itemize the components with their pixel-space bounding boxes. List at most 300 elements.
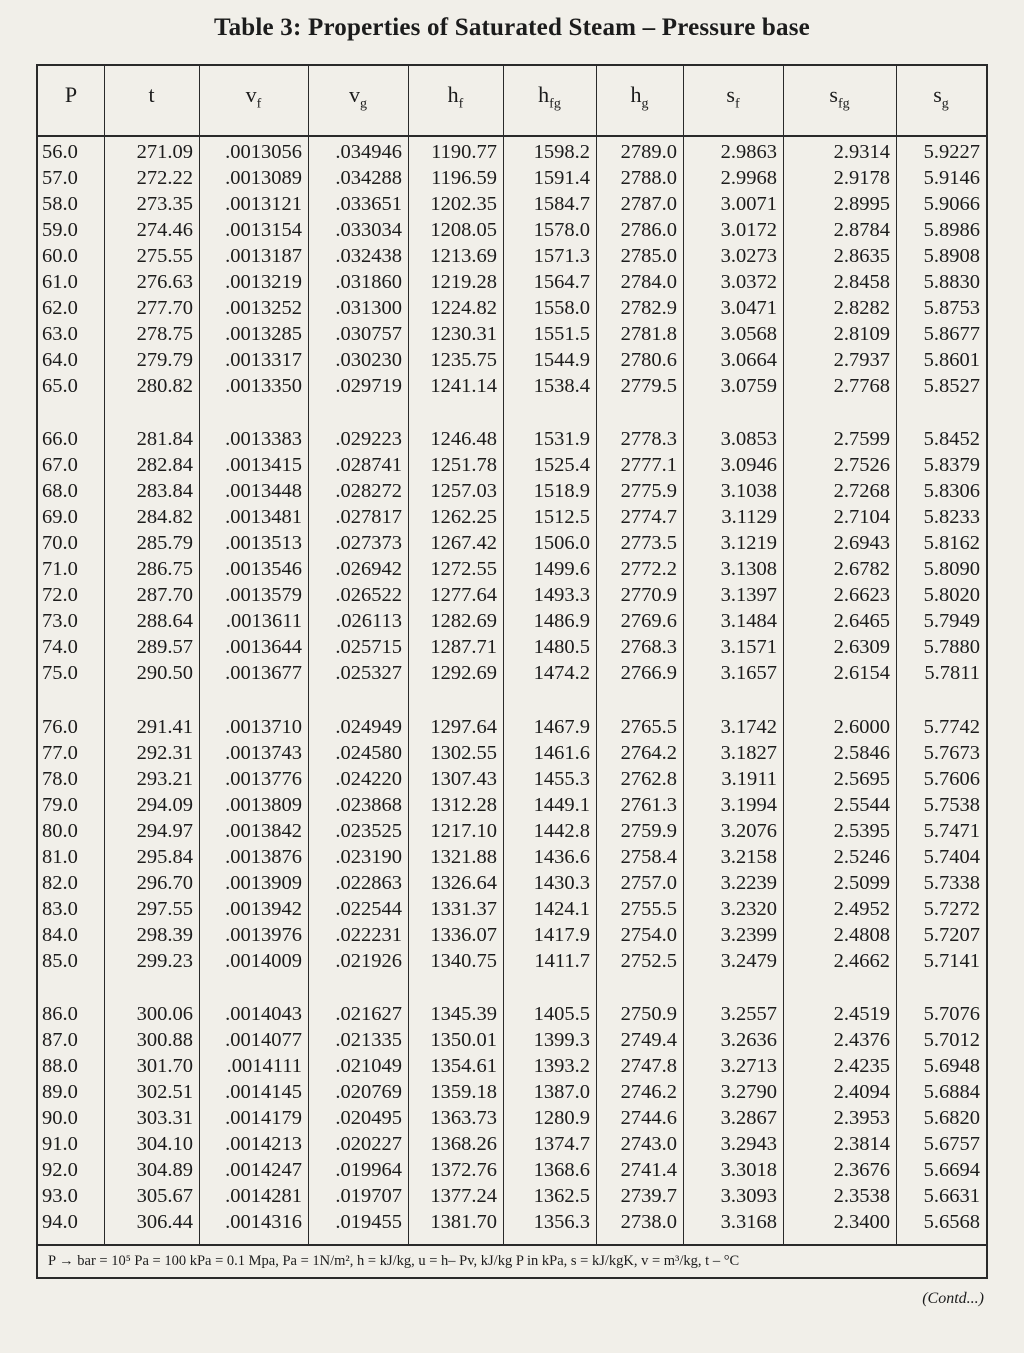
table-cell: 5.6757 — [923, 1133, 980, 1155]
table-cell: 1241.14 — [430, 375, 497, 397]
table-cell: 2.6154 — [833, 662, 890, 684]
table-cell: 5.8233 — [923, 506, 980, 528]
column-divider — [683, 66, 684, 1244]
page-title: Table 3: Properties of Saturated Steam – Pressure base — [214, 14, 810, 41]
table-cell: 2.4662 — [833, 950, 890, 972]
table-cell: 2741.4 — [620, 1159, 677, 1181]
table-cell: 2782.9 — [620, 297, 677, 319]
table-cell: .027817 — [335, 506, 402, 528]
table-cell: 1381.70 — [430, 1211, 497, 1233]
table-cell: 2743.0 — [620, 1133, 677, 1155]
table-cell: 293.21 — [136, 768, 193, 790]
table-cell: 1213.69 — [430, 245, 497, 267]
table-cell: 301.70 — [136, 1055, 193, 1077]
table-row — [38, 948, 986, 974]
table-cell: 81.0 — [42, 846, 78, 868]
table-cell: 2758.4 — [620, 846, 677, 868]
table-cell: 2.4952 — [833, 898, 890, 920]
table-cell: 79.0 — [42, 794, 78, 816]
table-cell: 2772.2 — [620, 558, 677, 580]
table-row — [38, 321, 986, 347]
table-cell: 2778.3 — [620, 428, 677, 450]
table-cell: 1340.75 — [430, 950, 497, 972]
table-cell: 60.0 — [42, 245, 78, 267]
table-row — [38, 1157, 986, 1183]
table-cell: 1262.25 — [430, 506, 497, 528]
table-cell: 3.3018 — [720, 1159, 777, 1181]
table-cell: 2769.6 — [620, 610, 677, 632]
table-cell: 2.5846 — [833, 742, 890, 764]
table-cell: 69.0 — [42, 506, 78, 528]
table-cell: 2739.7 — [620, 1185, 677, 1207]
table-cell: 1538.4 — [533, 375, 590, 397]
table-cell: 2.3814 — [833, 1133, 890, 1155]
table-row — [38, 478, 986, 504]
table-row — [38, 217, 986, 243]
table-cell: 71.0 — [42, 558, 78, 580]
table-cell: 5.7673 — [923, 742, 980, 764]
table-cell: 3.1994 — [720, 794, 777, 816]
table-cell: 3.1911 — [721, 768, 777, 790]
table-cell: 1598.2 — [533, 141, 590, 163]
table-cell: 2750.9 — [620, 1003, 677, 1025]
table-cell: 1449.1 — [533, 794, 590, 816]
table-cell: .0013481 — [225, 506, 302, 528]
table-cell: 1430.3 — [533, 872, 590, 894]
table-cell: 3.2479 — [720, 950, 777, 972]
table-row — [38, 191, 986, 217]
table-cell: 3.1484 — [720, 610, 777, 632]
table-cell: 5.7404 — [923, 846, 980, 868]
table-row — [38, 504, 986, 530]
table-cell: 2.5395 — [833, 820, 890, 842]
table-cell: .026942 — [335, 558, 402, 580]
table-cell: 75.0 — [42, 662, 78, 684]
column-header — [104, 82, 199, 108]
table-cell: .030757 — [335, 323, 402, 345]
table-cell: 3.0372 — [720, 271, 777, 293]
table-cell: 2.5246 — [833, 846, 890, 868]
table-cell: 1321.88 — [430, 846, 497, 868]
table-cell: 3.2713 — [720, 1055, 777, 1077]
table-row — [38, 1027, 986, 1053]
table-cell: .034946 — [335, 141, 402, 163]
table-cell: .022231 — [335, 924, 402, 946]
units-footnote: P → bar = 10⁵ Pa = 100 kPa = 0.1 Mpa, Pa = 1N/m², h = kJ/kg, u = h– Pv, kJ/kg P in kPa, s = kJ/kgK, v = m³/kg, t – °C — [38, 1244, 986, 1277]
table-cell: 1359.18 — [430, 1081, 497, 1103]
table-cell: 2777.1 — [620, 454, 677, 476]
column-header — [596, 82, 683, 112]
table-cell: .030230 — [335, 349, 402, 371]
table-cell: 62.0 — [42, 297, 78, 319]
table-cell: 5.8527 — [923, 375, 980, 397]
table-cell: .026522 — [335, 584, 402, 606]
table-cell: 1287.71 — [430, 636, 497, 658]
table-cell: .0013285 — [225, 323, 302, 345]
table-row — [38, 660, 986, 686]
table-cell: 2749.4 — [620, 1029, 677, 1051]
table-cell: 3.1397 — [720, 584, 777, 606]
table-cell: 1424.1 — [533, 898, 590, 920]
table-cell: 1499.6 — [533, 558, 590, 580]
table-cell: 3.1129 — [721, 506, 777, 528]
table-cell: 5.6568 — [923, 1211, 980, 1233]
table-cell: 3.2943 — [720, 1133, 777, 1155]
table-cell: 5.8908 — [923, 245, 980, 267]
table-cell: .0013776 — [225, 768, 302, 790]
table-cell: 2.9314 — [833, 141, 890, 163]
table-cell: .024949 — [335, 716, 402, 738]
table-cell: 305.67 — [136, 1185, 193, 1207]
table-cell: 5.7949 — [923, 610, 980, 632]
table-cell: 292.31 — [136, 742, 193, 764]
table-cell: 76.0 — [42, 716, 78, 738]
table-cell: 3.0853 — [720, 428, 777, 450]
table-row — [38, 1131, 986, 1157]
table-cell: 1292.69 — [430, 662, 497, 684]
table-cell: 2746.2 — [620, 1081, 677, 1103]
table-cell: 57.0 — [42, 167, 78, 189]
table-row — [38, 634, 986, 660]
table-cell: .0013976 — [225, 924, 302, 946]
table-cell: .0013942 — [225, 898, 302, 920]
table-cell: 5.7880 — [923, 636, 980, 658]
table-cell: 2.4808 — [833, 924, 890, 946]
header-symbol: v — [349, 82, 360, 107]
table-cell: .0014213 — [225, 1133, 302, 1155]
table-cell: .019707 — [335, 1185, 402, 1207]
table-cell: .0013909 — [225, 872, 302, 894]
table-cell: .023868 — [335, 794, 402, 816]
table-cell: 2.3676 — [833, 1159, 890, 1181]
column-header — [683, 82, 783, 112]
table-cell: .025715 — [335, 636, 402, 658]
table-cell: 298.39 — [136, 924, 193, 946]
table-cell: 1196.59 — [431, 167, 497, 189]
table-cell: 2775.9 — [620, 480, 677, 502]
table-cell: 1474.2 — [533, 662, 590, 684]
table-cell: 92.0 — [42, 1159, 78, 1181]
table-cell: 5.6694 — [923, 1159, 980, 1181]
steam-table — [36, 64, 988, 1279]
table-row — [38, 269, 986, 295]
table-cell: 3.0273 — [720, 245, 777, 267]
table-cell: .020769 — [335, 1081, 402, 1103]
table-cell: 278.75 — [136, 323, 193, 345]
table-cell: .0013154 — [225, 219, 302, 241]
table-cell: 68.0 — [42, 480, 78, 502]
table-cell: 5.6948 — [923, 1055, 980, 1077]
table-cell: 299.23 — [136, 950, 193, 972]
table-cell: 2786.0 — [620, 219, 677, 241]
table-cell: 78.0 — [42, 768, 78, 790]
table-cell: 2747.8 — [620, 1055, 677, 1077]
table-cell: 2.7526 — [833, 454, 890, 476]
table-cell: 283.84 — [136, 480, 193, 502]
table-cell: .0013415 — [225, 454, 302, 476]
table-cell: 1272.55 — [430, 558, 497, 580]
column-divider — [199, 66, 200, 1244]
table-row — [38, 1079, 986, 1105]
table-cell: .033651 — [335, 193, 402, 215]
table-cell: 1531.9 — [533, 428, 590, 450]
table-cell: 2765.5 — [620, 716, 677, 738]
table-row — [38, 373, 986, 399]
table-cell: .0013644 — [225, 636, 302, 658]
table-cell: .0013809 — [225, 794, 302, 816]
table-cell: 2781.8 — [620, 323, 677, 345]
table-cell: 1331.37 — [430, 898, 497, 920]
column-header — [783, 82, 896, 112]
table-cell: .024580 — [335, 742, 402, 764]
column-divider — [896, 66, 897, 1244]
table-cell: 1518.9 — [533, 480, 590, 502]
table-cell: 2755.5 — [620, 898, 677, 920]
table-cell: 2.9968 — [720, 167, 777, 189]
header-subscript: fg — [837, 96, 850, 112]
table-cell: 2.4376 — [833, 1029, 890, 1051]
table-cell: 5.7811 — [924, 662, 980, 684]
table-cell: 2.6782 — [833, 558, 890, 580]
table-cell: 3.1038 — [720, 480, 777, 502]
table-cell: 1493.3 — [533, 584, 590, 606]
table-cell: 2.7268 — [833, 480, 890, 502]
table-cell: 2757.0 — [620, 872, 677, 894]
table-cell: 274.46 — [136, 219, 193, 241]
table-cell: 1368.6 — [533, 1159, 590, 1181]
table-cell: 5.7207 — [923, 924, 980, 946]
table-cell: 5.7012 — [923, 1029, 980, 1051]
table-cell: 5.8162 — [923, 532, 980, 554]
table-cell: 2770.9 — [620, 584, 677, 606]
table-cell: .0013383 — [225, 428, 302, 450]
table-cell: .0013546 — [225, 558, 302, 580]
table-cell: .0013089 — [225, 167, 302, 189]
table-cell: 90.0 — [42, 1107, 78, 1129]
table-cell: 1372.76 — [430, 1159, 497, 1181]
table-cell: 63.0 — [42, 323, 78, 345]
table-cell: 5.8306 — [923, 480, 980, 502]
table-row — [38, 740, 986, 766]
table-row — [38, 922, 986, 948]
table-cell: .0013579 — [225, 584, 302, 606]
table-cell: 304.89 — [136, 1159, 193, 1181]
table-cell: 3.2076 — [720, 820, 777, 842]
table-cell: 91.0 — [42, 1133, 78, 1155]
table-cell: .0014077 — [225, 1029, 302, 1051]
table-cell: .023190 — [335, 846, 402, 868]
header-subscript: f — [256, 96, 262, 112]
table-row — [38, 165, 986, 191]
table-cell: 1377.24 — [430, 1185, 497, 1207]
table-cell: 291.41 — [136, 716, 193, 738]
table-cell: 3.2790 — [720, 1081, 777, 1103]
table-cell: 1307.43 — [430, 768, 497, 790]
table-cell: .0014145 — [225, 1081, 302, 1103]
column-divider — [783, 66, 784, 1244]
table-cell: .0014316 — [225, 1211, 302, 1233]
table-row — [38, 426, 986, 452]
table-cell: 1368.26 — [430, 1133, 497, 1155]
table-cell: 82.0 — [42, 872, 78, 894]
table-cell: 3.2320 — [720, 898, 777, 920]
table-row — [38, 792, 986, 818]
table-row — [38, 818, 986, 844]
table-cell: 287.70 — [136, 584, 193, 606]
continued-note: (Contd...) — [922, 1290, 984, 1307]
table-cell: 2.4519 — [833, 1003, 890, 1025]
table-cell: 1345.39 — [430, 1003, 497, 1025]
table-cell: 5.7606 — [923, 768, 980, 790]
table-cell: .0013252 — [225, 297, 302, 319]
table-cell: 84.0 — [42, 924, 78, 946]
table-row — [38, 608, 986, 634]
table-cell: 302.51 — [136, 1081, 193, 1103]
header-subscript: f — [734, 96, 740, 112]
table-cell: 1312.28 — [430, 794, 497, 816]
table-cell: 1436.6 — [533, 846, 590, 868]
table-cell: 2.9863 — [720, 141, 777, 163]
table-cell: 1230.31 — [430, 323, 497, 345]
table-cell: 300.88 — [136, 1029, 193, 1051]
table-cell: 1571.3 — [533, 245, 590, 267]
table-cell: 290.50 — [136, 662, 193, 684]
table-cell: 2.5544 — [833, 794, 890, 816]
table-cell: 2.8282 — [833, 297, 890, 319]
table-cell: 2.8635 — [833, 245, 890, 267]
table-cell: 1190.77 — [431, 141, 497, 163]
table-cell: 1455.3 — [533, 768, 590, 790]
table-row — [38, 530, 986, 556]
table-cell: .0013842 — [225, 820, 302, 842]
table-cell: 5.8986 — [923, 219, 980, 241]
table-cell: 5.6631 — [923, 1185, 980, 1207]
table-cell: 1280.9 — [533, 1107, 590, 1129]
table-cell: .0013187 — [225, 245, 302, 267]
table-cell: 285.79 — [136, 532, 193, 554]
table-cell: .0014247 — [225, 1159, 302, 1181]
table-cell: 2762.8 — [620, 768, 677, 790]
table-cell: 1486.9 — [533, 610, 590, 632]
table-cell: 2766.9 — [620, 662, 677, 684]
table-cell: 1202.35 — [430, 193, 497, 215]
table-cell: 272.22 — [136, 167, 193, 189]
table-cell: 1467.9 — [533, 716, 590, 738]
table-cell: 2.8784 — [833, 219, 890, 241]
table-cell: 2754.0 — [620, 924, 677, 946]
table-cell: 3.2636 — [720, 1029, 777, 1051]
table-cell: 1267.42 — [430, 532, 497, 554]
table-cell: 3.1657 — [720, 662, 777, 684]
table-cell: 1480.5 — [533, 636, 590, 658]
table-cell: .027373 — [335, 532, 402, 554]
header-symbol: P — [64, 82, 78, 107]
table-row — [38, 347, 986, 373]
table-cell: 297.55 — [136, 898, 193, 920]
table-cell: .0014179 — [225, 1107, 302, 1129]
table-cell: 288.64 — [136, 610, 193, 632]
table-cell: 2779.5 — [620, 375, 677, 397]
table-cell: 1363.73 — [430, 1107, 497, 1129]
table-cell: 279.79 — [136, 349, 193, 371]
header-subscript: g — [941, 96, 949, 112]
table-row — [38, 1001, 986, 1027]
table-cell: 1356.3 — [533, 1211, 590, 1233]
table-cell: 282.84 — [136, 454, 193, 476]
table-cell: .028741 — [335, 454, 402, 476]
table-row — [38, 870, 986, 896]
table-cell: 3.0664 — [720, 349, 777, 371]
table-cell: 3.2867 — [720, 1107, 777, 1129]
table-row — [38, 1183, 986, 1209]
table-cell: .022544 — [335, 898, 402, 920]
table-cell: 1512.5 — [533, 506, 590, 528]
table-cell: 2738.0 — [620, 1211, 677, 1233]
column-divider — [408, 66, 409, 1244]
table-cell: 70.0 — [42, 532, 78, 554]
table-cell: 5.8379 — [923, 454, 980, 476]
table-cell: 5.8452 — [923, 428, 980, 450]
table-cell: 3.0946 — [720, 454, 777, 476]
table-cell: 2.3538 — [833, 1185, 890, 1207]
column-header — [308, 82, 408, 112]
table-cell: .019964 — [335, 1159, 402, 1181]
table-cell: 1405.5 — [533, 1003, 590, 1025]
table-cell: 1399.3 — [533, 1029, 590, 1051]
table-cell: 5.9146 — [923, 167, 980, 189]
header-symbol: s — [726, 82, 735, 107]
table-cell: 2787.0 — [620, 193, 677, 215]
table-row — [38, 556, 986, 582]
table-cell: 1591.4 — [533, 167, 590, 189]
table-cell: .022863 — [335, 872, 402, 894]
table-cell: 2759.9 — [620, 820, 677, 842]
table-cell: 304.10 — [136, 1133, 193, 1155]
table-cell: 2785.0 — [620, 245, 677, 267]
table-cell: 2764.2 — [620, 742, 677, 764]
table-cell: 3.1742 — [720, 716, 777, 738]
table-cell: 2.5695 — [833, 768, 890, 790]
table-row — [38, 582, 986, 608]
table-cell: 77.0 — [42, 742, 78, 764]
table-cell: 5.8830 — [923, 271, 980, 293]
table-cell: 66.0 — [42, 428, 78, 450]
table-cell: 3.1827 — [720, 742, 777, 764]
table-cell: 3.3093 — [720, 1185, 777, 1207]
table-cell: 3.2399 — [720, 924, 777, 946]
table-row — [38, 295, 986, 321]
header-subscript: g — [641, 96, 649, 112]
table-cell: 1411.7 — [534, 950, 590, 972]
table-cell: 281.84 — [136, 428, 193, 450]
header-symbol: s — [829, 82, 838, 107]
table-cell: 275.55 — [136, 245, 193, 267]
table-cell: 295.84 — [136, 846, 193, 868]
column-divider — [503, 66, 504, 1244]
table-cell: 1354.61 — [430, 1055, 497, 1077]
table-cell: .021926 — [335, 950, 402, 972]
table-cell: 303.31 — [136, 1107, 193, 1129]
table-cell: 3.1571 — [720, 636, 777, 658]
table-cell: 5.7538 — [923, 794, 980, 816]
table-cell: 1362.5 — [533, 1185, 590, 1207]
table-cell: .0013317 — [225, 349, 302, 371]
table-cell: 2774.7 — [620, 506, 677, 528]
table-cell: 85.0 — [42, 950, 78, 972]
table-cell: 3.0568 — [720, 323, 777, 345]
table-cell: .0013677 — [225, 662, 302, 684]
table-cell: 2.3953 — [833, 1107, 890, 1129]
